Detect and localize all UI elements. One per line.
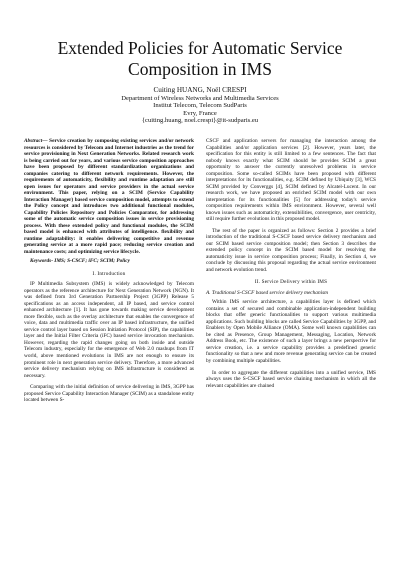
- intro-paragraph-2: Comparing with the initial definition of service delivering in IMS, 3GPP has proposed Service Capability Interaction Manager (SCIM) as a standalone entity located between S-: [24, 384, 194, 404]
- intro-paragraph-1: IP Multimedia Subsystem (IMS) is widely acknowledged by Telecom operators as the reference architecture for Next Generation Network (NGN). It was defined from 3rd Generation Partnership Project (3GPP) Release 5 specifications as an access independent, all IP based, and service control enhanced architecture [1]. It has gone towards making service development more flexible, such as the overlay architecture that enables the convergence of voice, data and multimedia traffic over an IP based infrastructure, the unified service control layer based on Session Initiation Protocol (SIP), the capabilities layer and the Initial Filter Criteria (iFC) based service invocation mechanism. However, regarding the rapid changes going on both inside and outside Telecom industry, especially for the emergence of Web 2.0 mashups from IT world, above mentioned evolutions in IMS are not enough to ensure its prominent role in next generation service delivery. Therefore, a more advanced service delivery mechanism relying on IMS infrastructure is considered as necessary.: [24, 281, 194, 379]
- author-email: {cuiting.huang, noel.crespi}@it-sudparis.eu: [141, 117, 259, 125]
- author-block: [22, 87, 378, 125]
- affiliation-location: Evry, France: [183, 109, 217, 117]
- section-heading-introduction: I. Introduction: [92, 270, 126, 277]
- affiliation-department: Department of Wireless Networks and Multimedia Services: [121, 94, 279, 102]
- section-heading-service-delivery: II. Service Delivery within IMS: [254, 279, 328, 286]
- left-column: [24, 138, 194, 404]
- right-column: [206, 138, 376, 389]
- affiliation-institute: Institut Telecom, Telecom SudParis: [153, 102, 247, 110]
- service-delivery-paragraph-2: In order to aggregate the different capabilities into a unified service, IMS always uses the S-CSCF based service chaining mechanism in which all the relevant capabilities are chained: [206, 369, 376, 389]
- service-delivery-paragraph-1: Within IMS service architecture, a capabilities layer is defined which contains a set of secured and combinable application-independent building blocks that offer generic functionalities to support various multimedia applications. Such building blocks are called Service Capabilities by 3GPP, and Enablers by Open Mobile Alliance (OMA). Some well known capabilities can be cited as Presence, Group Management, Messaging, Location, Network Address Book, etc. The existence of such a layer brings a new perspective for service creation, i.e. a service capability provides a predefined generic functionality so that a new and more revenue generating service can be created by combining multiple capabilities.: [206, 299, 376, 364]
- abstract: [24, 138, 194, 255]
- abstract-label: Abstract: [24, 138, 43, 144]
- subsection-heading-scscf: A. Traditional S-CSCF based service delivery mechanism: [206, 289, 328, 296]
- paper-organization-paragraph: The rest of the paper is organized as follows: Section 2 provides a brief introduction of the traditional S-CSCF based service delivery mechanism and our SCIM based service composition model; then Section 3 describes the extended policy concept in the SCIM based model for resolving the automaticity issue in service composition process; Finally, in Section 4, we conclude by discussing this proposal regarding the actual service environment and network evolution trend.: [206, 227, 376, 273]
- author-names: Cuiting HUANG, Noël CRESPI: [153, 86, 247, 94]
- abstract-text: — Service creation by composing existing services and/or network resources is considered by Telecom and Internet industries as the trend for service provisioning in Next Generation Networks. Related research work is being carried out for years, and various service composition approaches have been proposed by different standardization organizations and companies catering to different network requirements. However, the requirements of automaticity, flexibility and runtime adaptation are still open issues for operators and service providers in the actual service environment. This paper, relying on a SCIM (Service Capability Interaction Manager) based service composition model, attempts to extend the Policy concept and introduces two additional functional modules, Capability Policies Repository and Policies Comparator, for addressing some of the automatic service composition issues in service provisioning process. With these extended policy and functional modules, the SCIM based model is enhanced with attributes of intelligence. flexibility and runtime adaptability: it enables delivering competitive and revenue generating service at a more rapid pace; reducing service creation and maintenance costs; and optimizing service lifecycle.: [24, 138, 194, 255]
- intro-continuation: CSCF and application servers for managing the interaction among the Capabilities and/or application services [2]. However, years later, the specification for this entity is still limited to a few sentences. The fact that nobody knows exactly what SCIM should be provides SCIM a great opportunity to answer the currently unresolved problems in service composition. Some so-called SCIMs have been proposed with different interpretations for its functionalities, e.g. SCIM defined by Ubiquity [3], WCS SCIM provided by Converggs [4], SCIM defined by Alcatel-Lucent. In our research work, we have proposed an enriched SCIM model with our own interpretation for its functionalities [5] for addressing today's service composition requirements within IMS environment. However, several well known issues such as automaticity, extensibilities, convergence, user centricity, still require further evolutions in this proposed model.: [206, 138, 376, 223]
- keywords: Keywords- IMS; S-CSCF; iFC; SCIM; Policy: [30, 258, 130, 265]
- paper-title: Extended Policies for Automatic Service Composition in IMS: [57, 38, 343, 79]
